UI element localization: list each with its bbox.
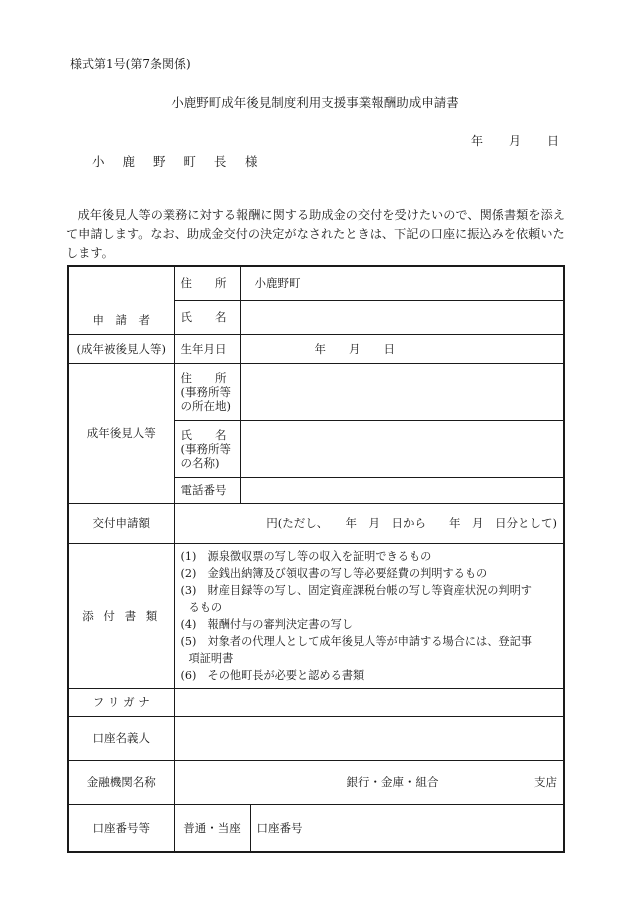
attachment-item-5: (5) 対象者の代理人として成年後見人等が申請する場合には、登記事 xyxy=(180,634,532,648)
application-form-table xyxy=(67,265,565,853)
attachment-item-1: (1) 源泉徴収票の写し等の収入を証明できるもの xyxy=(180,549,432,563)
addressee-suffix: 様 xyxy=(245,154,258,169)
amount-label: 交付申請額 xyxy=(92,516,150,530)
date-month-label: 月 xyxy=(509,134,522,148)
applicant-sublabel-cell xyxy=(68,334,174,363)
guardian-name-label xyxy=(174,420,240,477)
attachment-item-2: (2) 金銭出納簿及び領収書の写し等必要経費の判明するもの xyxy=(180,566,488,580)
attachments-list xyxy=(174,543,564,688)
account-holder-label: 口座名義人 xyxy=(92,731,150,745)
applicant-birth-field[interactable] xyxy=(240,334,564,363)
applicant-birth-value: 年 月 日 xyxy=(314,341,395,356)
bank-name-label: 金融機関名称 xyxy=(86,775,156,789)
applicant-birth-label: 生年月日 xyxy=(174,334,240,363)
guardian-name-label-2: (事務所等 xyxy=(180,441,231,456)
account-type-options: 普通・当座 xyxy=(183,820,241,835)
guardian-address-label-1: 住 所 xyxy=(180,370,227,385)
attachment-item-5-cont: 項証明書 xyxy=(188,651,234,665)
account-number-field[interactable] xyxy=(250,804,564,852)
document-title: 小鹿野町成年後見制度利用支援事業報酬助成申請書 xyxy=(171,95,459,110)
account-number-label-cell xyxy=(68,804,174,852)
applicant-label-cell xyxy=(68,266,174,334)
applicant-address-label: 住 所 xyxy=(174,266,240,300)
date-day-label: 日 xyxy=(547,134,560,148)
bank-name-label-cell xyxy=(68,760,174,804)
attachments-label-cell xyxy=(68,543,174,688)
guardian-label: 成年後見人等 xyxy=(86,426,156,440)
applicant-address-field[interactable] xyxy=(240,266,564,300)
amount-value: 円(ただし、 年 月 日から 年 月 日分として) xyxy=(266,516,557,530)
attachment-item-3: (3) 財産目録等の写し、固定資産課税台帳の写し等資産状況の判明す xyxy=(180,583,532,597)
guardian-name-label-1: 氏 名 xyxy=(180,427,227,442)
guardian-address-field[interactable] xyxy=(240,363,564,420)
applicant-sublabel: (成年被後見人等) xyxy=(76,341,166,356)
furigana-label: フ リ ガ ナ xyxy=(92,695,150,709)
account-holder-label-cell xyxy=(68,716,174,760)
applicant-address-value: 小鹿野町 xyxy=(254,276,301,291)
account-number-label: 口座番号等 xyxy=(92,820,150,835)
guardian-address-label-3: の所在地) xyxy=(180,398,231,413)
applicant-name-label: 氏 名 xyxy=(174,300,240,334)
amount-label-cell xyxy=(68,503,174,543)
bank-type-options: 銀行・金庫・組合 xyxy=(346,775,439,789)
account-type-cell[interactable] xyxy=(174,804,250,852)
furigana-field[interactable] xyxy=(174,688,564,716)
intro-body: 成年後見人等の業務に対する報酬に関する助成金の交付を受けたいので、関係書類を添えて申請します。なお、助成金交付の決定がなされたときは、下記の口座に振込みを依頼いたします。 xyxy=(66,208,565,260)
attachment-item-4: (4) 報酬付与の審判決定書の写し xyxy=(180,617,353,631)
attachment-item-3-cont: るもの xyxy=(188,600,223,614)
guardian-name-label-3: の名称) xyxy=(180,455,220,470)
account-number-field-label: 口座番号 xyxy=(256,820,303,835)
amount-field[interactable] xyxy=(174,503,564,543)
guardian-address-label-2: (事務所等 xyxy=(180,384,231,399)
bank-branch-label: 支店 xyxy=(534,775,557,789)
guardian-address-label xyxy=(174,363,240,420)
date-year-label: 年 xyxy=(471,134,484,148)
account-holder-field[interactable] xyxy=(174,716,564,760)
applicant-name-field[interactable] xyxy=(240,300,564,334)
guardian-phone-label: 電話番号 xyxy=(174,477,240,503)
addressee: 小 鹿 野 町 長 xyxy=(92,154,234,169)
applicant-label: 申 請 者 xyxy=(92,312,150,327)
guardian-phone-field[interactable] xyxy=(240,477,564,503)
guardian-name-field[interactable] xyxy=(240,420,564,477)
form-number: 様式第1号(第7条関係) xyxy=(70,57,191,71)
guardian-label-cell xyxy=(68,363,174,503)
attachments-label: 添 付 書 類 xyxy=(82,608,161,623)
intro-text xyxy=(66,206,568,263)
furigana-label-cell xyxy=(68,688,174,716)
bank-name-field[interactable] xyxy=(174,760,564,804)
application-date xyxy=(471,132,559,149)
attachment-item-6: (6) その他町長が必要と認める書類 xyxy=(180,668,365,682)
